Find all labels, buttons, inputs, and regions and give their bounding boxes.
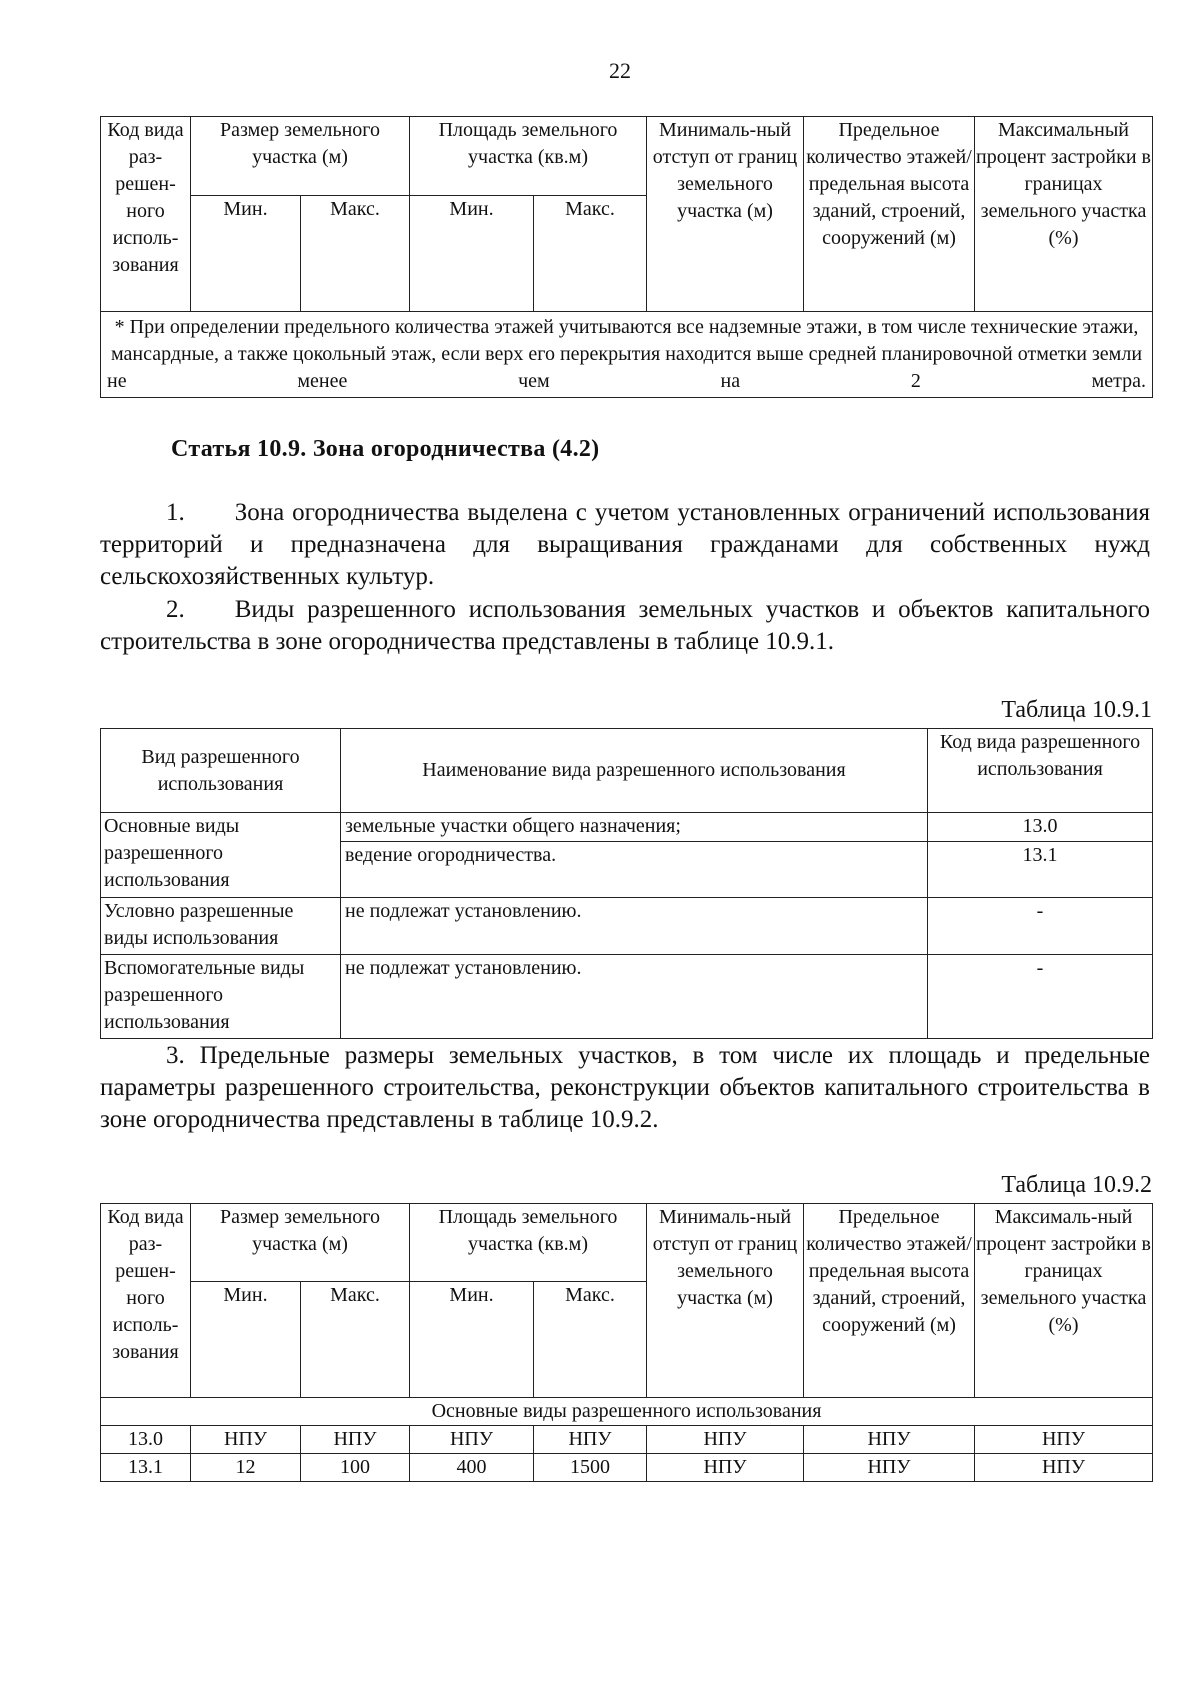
table-cell: НПУ (191, 1426, 301, 1454)
uses-name: ведение огородничества. (341, 842, 928, 898)
header-code: Код вида раз-решен-ного исполь-зования (101, 117, 191, 312)
uses-name: не подлежат установлению. (341, 898, 928, 955)
header-coverage: Максималь-ный процент застройки в границах земельного участка (%) (975, 1204, 1153, 1398)
table-cell: НПУ (410, 1426, 534, 1454)
uses-table (100, 728, 1153, 1039)
table-cell: 13.0 (101, 1426, 191, 1454)
table-cell: НПУ (647, 1454, 804, 1482)
header-area-max: Макс. (534, 196, 647, 312)
header-area-max: Макс. (534, 1282, 647, 1398)
paragraph-2: 2. Виды разрешенного использования земельных участков и объектов капитального строительства в зоне огородничества представлены в таблице 10.9.1. (100, 596, 1150, 655)
table-10-9-2-caption: Таблица 10.9.2 (1001, 1172, 1152, 1198)
table-cell: НПУ (534, 1426, 647, 1454)
header-plot-size: Размер земельного участка (м) (191, 117, 410, 196)
header-size-min: Мин. (191, 1282, 301, 1398)
table-10-9-1-caption: Таблица 10.9.1 (1001, 697, 1152, 723)
table-cell: НПУ (975, 1454, 1153, 1482)
table-cell: НПУ (804, 1426, 975, 1454)
header-size-min: Мин. (191, 196, 301, 312)
limits-table (100, 1203, 1153, 1482)
header-area-min: Мин. (410, 196, 534, 312)
header-plot-size: Размер земельного участка (м) (191, 1204, 410, 1282)
header-size-max: Макс. (301, 196, 410, 312)
table-cell: НПУ (301, 1426, 410, 1454)
uses-code: - (928, 898, 1153, 955)
uses-code: 13.0 (928, 813, 1153, 842)
header-floors: Предельное количество этажей/ предельная высота зданий, строений, сооружений (м) (804, 1204, 975, 1398)
paragraph-3: 3. Предельные размеры земельных участков, в том числе их площадь и предельные параметры разрешенного строительства, реконструкции объектов капитального строительства в зоне огородничества представлены в таблице 10.9.2. (100, 1042, 1150, 1133)
table-cell: 12 (191, 1454, 301, 1482)
header-area-min: Мин. (410, 1282, 534, 1398)
article-heading: Статья 10.9. Зона огородничества (4.2) (171, 436, 600, 462)
uses-header-code: Код вида разрешенного использования (928, 729, 1153, 813)
section-row: Основные виды разрешенного использования (101, 1398, 1153, 1426)
header-plot-area: Площадь земельного участка (кв.м) (410, 1204, 647, 1282)
header-plot-area: Площадь земельного участка (кв.м) (410, 117, 647, 196)
footnote: * При определении предельного количества этажей учитываются все надземные этажи, в том числе технические этажи, мансардные, а также цокольный этаж, если верх его перекрытия находится выше средней планировочной отметки земли не менее чем на 2 метра. (101, 312, 1153, 398)
header-setback: Минималь-ный отступ от границ земельного участка (м) (647, 117, 804, 312)
uses-kind-auxiliary: Вспомогательные виды разрешенного использования (101, 955, 341, 1039)
header-coverage: Максимальный процент застройки в границах земельного участка (%) (975, 117, 1153, 312)
table-cell: 400 (410, 1454, 534, 1482)
paragraph-1: 1. Зона огородничества выделена с учетом установленных ограничений использования территорий и предназначена для выращивания гражданами для собственных нужд сельскохозяйственных культур. (100, 499, 1150, 590)
uses-header-name: Наименование вида разрешенного использования (341, 729, 928, 813)
header-code: Код вида раз-решен-ного исполь-зования (101, 1204, 191, 1398)
params-table-continued (100, 116, 1153, 398)
table-cell: 100 (301, 1454, 410, 1482)
table-cell: 1500 (534, 1454, 647, 1482)
uses-name: земельные участки общего назначения; (341, 813, 928, 842)
uses-name: не подлежат установлению. (341, 955, 928, 1039)
uses-code: - (928, 955, 1153, 1039)
uses-header-kind: Вид разрешенного использования (101, 729, 341, 813)
header-setback: Минималь-ный отступ от границ земельного участка (м) (647, 1204, 804, 1398)
page-number: 22 (609, 58, 631, 83)
table-cell: НПУ (804, 1454, 975, 1482)
uses-code: 13.1 (928, 842, 1153, 898)
table-cell: НПУ (647, 1426, 804, 1454)
header-floors: Предельное количество этажей/ предельная высота зданий, строений, сооружений (м) (804, 117, 975, 312)
table-cell: НПУ (975, 1426, 1153, 1454)
header-size-max: Макс. (301, 1282, 410, 1398)
uses-kind-main: Основные виды разрешенного использования (101, 813, 341, 898)
table-cell: 13.1 (101, 1454, 191, 1482)
uses-kind-conditional: Условно разрешенные виды использования (101, 898, 341, 955)
